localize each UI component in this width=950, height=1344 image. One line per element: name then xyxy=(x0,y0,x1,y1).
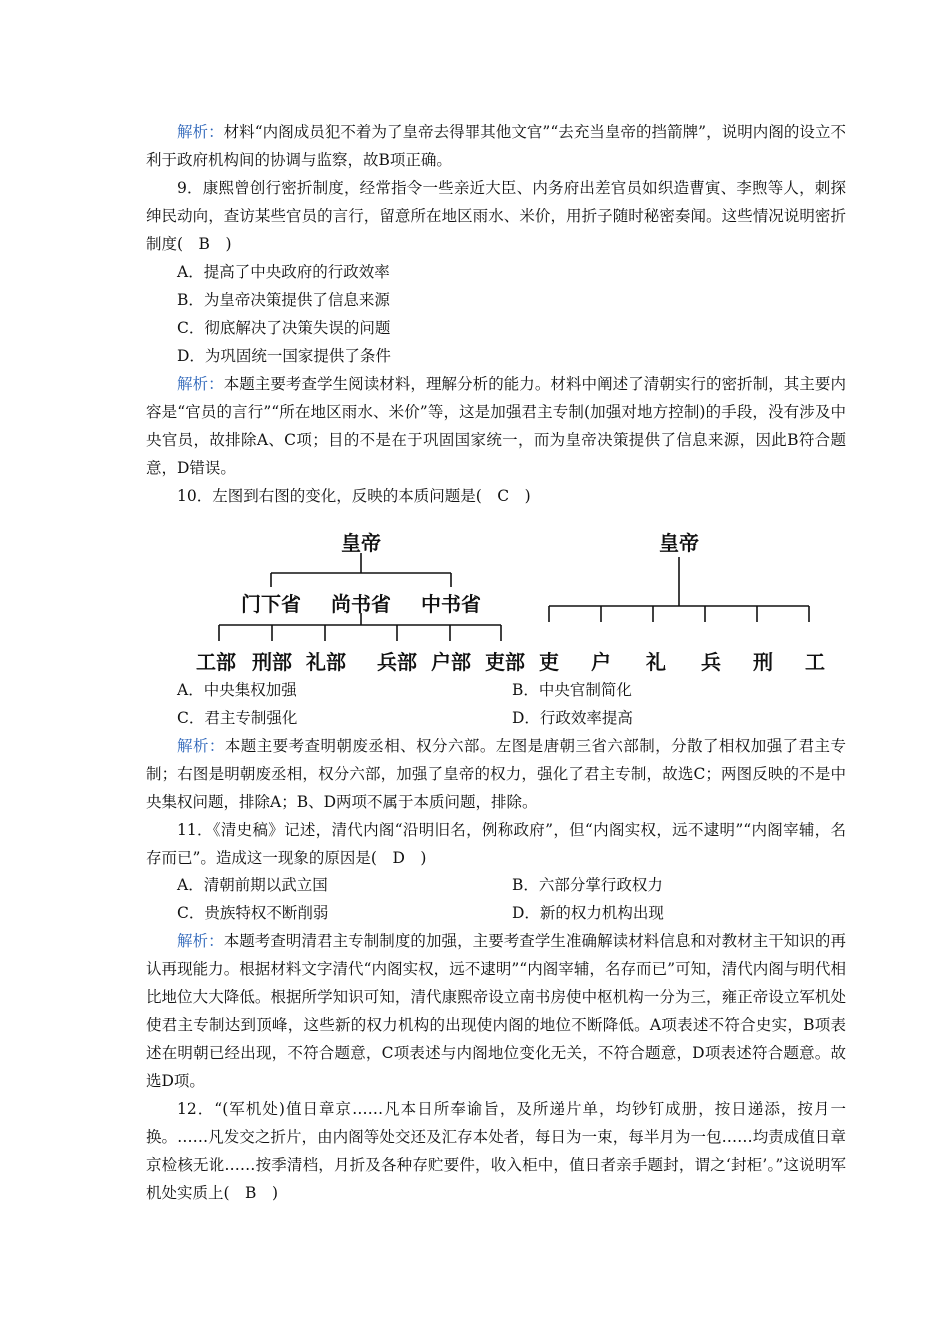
org-chart-diagram xyxy=(0,515,950,675)
left-emperor-label: 皇帝 xyxy=(341,531,381,555)
analysis-label: 解析： xyxy=(177,123,224,141)
right-ministry-label: 工 xyxy=(805,650,825,674)
analysis-text: 本题主要考查明朝废丞相、权分六部。左图是唐朝三省六部制，分散了相权加强了君主专制；右图是明朝废丞相，权分六部，加强了皇帝的权力，强化了君主专制，故选C；两图反映的不是中央集权问题，排除A；B、D两项不属于本质问题，排除。 xyxy=(146,737,846,811)
q9-option-d: D．为巩固统一国家提供了条件 xyxy=(177,347,391,365)
left-ministry-label: 工部 xyxy=(196,650,236,674)
q10-option-c: C．君主专制强化 xyxy=(177,709,298,727)
q11-stem: 11．《清史稿》记述，清代内阁“沿明旧名，例称政府”，但“内阁实权，远不逮明”“内阁宰辅，名存而已”。造成这一现象的原因是( D ) xyxy=(146,821,846,867)
q10-analysis xyxy=(146,732,846,816)
left-ministry-label: 户部 xyxy=(431,650,471,674)
q9-option-b: B．为皇帝决策提供了信息来源 xyxy=(177,291,390,309)
q9-option-c: C．彻底解决了决策失误的问题 xyxy=(177,319,391,337)
analysis-label: 解析： xyxy=(177,932,224,950)
analysis-text: 材料“内阁成员犯不着为了皇帝去得罪其他文官”“去充当皇帝的挡箭牌”，说明内阁的设立不利于政府机构间的协调与监察，故B项正确。 xyxy=(146,123,846,169)
analysis-label: 解析： xyxy=(177,737,225,755)
left-ministry-label: 吏部 xyxy=(485,650,525,674)
left-zhongshu-label: 中书省 xyxy=(421,592,481,616)
q11-option-a: A．清朝前期以武立国 xyxy=(177,876,328,894)
q9-analysis xyxy=(146,370,846,482)
right-ministry-label: 户 xyxy=(591,650,611,674)
left-shangshu-label: 尚书省 xyxy=(331,592,391,616)
q9-option-a: A．提高了中央政府的行政效率 xyxy=(177,263,390,281)
q10-option-a: A．中央集权加强 xyxy=(177,681,297,699)
q12-stem: 12．“(军机处)值日章京……凡本日所奉谕旨，及所递片单，均钞钉成册，按日递添，按月一换。……凡发交之折片，由内阁等处交还及汇存本处者，每日为一束，每半月为一包……均责成值日章京检核无讹……按季清档，月折及各种存贮要件，收入柜中，值日者亲手题封，谓之‘封柜’。”这说明军机处实质上( B ) xyxy=(146,1100,846,1202)
analysis-text: 本题考查明清君主专制制度的加强，主要考查学生准确解读材料信息和对教材主干知识的再认再现能力。根据材料文字清代“内阁实权，远不逮明”“内阁宰辅，名存而已”可知，清代内阁与明代相比地位大大降低。根据所学知识可知，清代康熙帝设立南书房使中枢机构一分为三，雍正帝设立军机处使君主专制达到顶峰，这些新的权力机构的出现使内阁的地位不断降低。A项表述不符合史实，B项表述在明朝已经出现，不符合题意，C项表述与内阁地位变化无关，不符合题意，D项表述符合题意。故选D项。 xyxy=(146,932,846,1090)
q10-stem: 10．左图到右图的变化，反映的本质问题是( C ) xyxy=(177,487,531,505)
q9-stem: 9．康熙曾创行密折制度，经常指令一些亲近大臣、内务府出差官员如织造曹寅、李煦等人，刺探绅民动向，查访某些官员的言行，留意所在地区雨水、米价，用折子随时秘密奏闻。这些情况说明密折制度( B ) xyxy=(146,179,846,253)
right-emperor-label: 皇帝 xyxy=(659,531,699,555)
q11-analysis xyxy=(146,927,846,1095)
q10-option-b: B．中央官制简化 xyxy=(512,681,632,699)
q10-option-d: D．行政效率提高 xyxy=(512,709,633,727)
left-ministry-label: 礼部 xyxy=(306,650,346,674)
q8-analysis xyxy=(146,118,846,174)
q11-option-d: D．新的权力机构出现 xyxy=(512,904,664,922)
left-ministry-label: 兵部 xyxy=(377,650,417,674)
right-ministry-label: 刑 xyxy=(753,650,773,674)
right-ministry-label: 兵 xyxy=(701,650,721,674)
analysis-label: 解析： xyxy=(177,375,224,393)
q11-option-c: C．贵族特权不断削弱 xyxy=(177,904,329,922)
analysis-text: 本题主要考查学生阅读材料，理解分析的能力。材料中阐述了清朝实行的密折制，其主要内容是“官员的言行”“所在地区雨水、米价”等，这是加强君主专制(加强对地方控制)的手段，没有涉及中央官员，故排除A、C项；目的不是在于巩固国家统一，而为皇帝决策提供了信息来源，因此B符合题意，D错误。 xyxy=(146,375,846,477)
right-ministry-label: 礼 xyxy=(646,650,666,674)
left-menxia-label: 门下省 xyxy=(241,592,301,616)
left-ministry-label: 刑部 xyxy=(252,650,292,674)
q11-option-b: B．六部分掌行政权力 xyxy=(512,876,663,894)
right-ministry-label: 吏 xyxy=(539,650,559,674)
